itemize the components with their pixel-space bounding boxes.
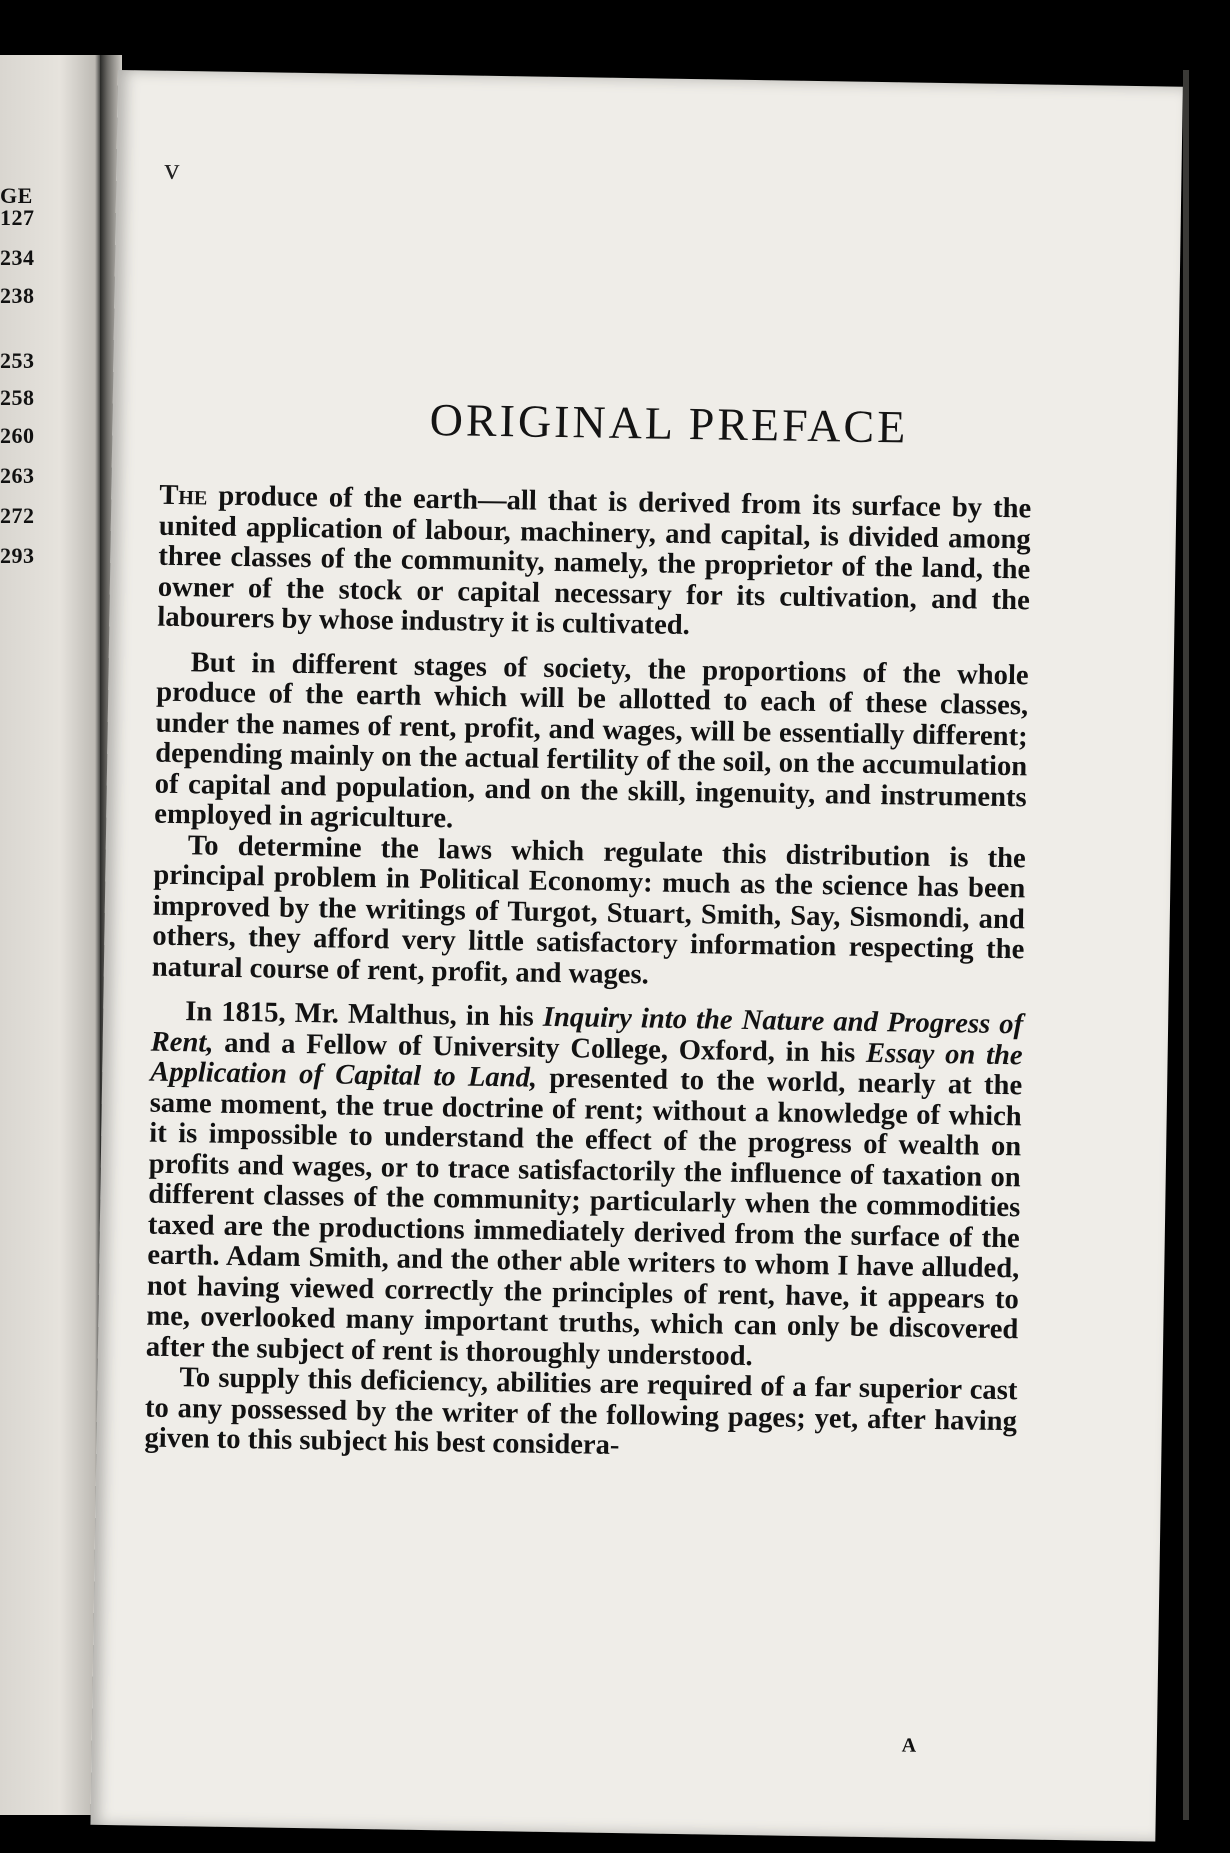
paragraph: To determine the laws which regulate this distribution is the principal problem in Political Economy: much as the science has been improved by the writings of Turgot, Stuart, Smith, Say, Sismondi, and others, they afford very little satisfactory information respecting the natural course of rent, profit, and wages.	[151, 829, 1026, 990]
left-page-number: 258	[0, 385, 35, 410]
paragraph-lead: The	[159, 479, 208, 512]
left-page-fragment	[0, 55, 100, 1815]
corner-mark: v	[164, 152, 180, 186]
paragraph	[157, 481, 1031, 647]
paragraph-text: and a Fellow of University College, Oxford, in his	[213, 1027, 867, 1069]
left-page-number: 234	[0, 245, 35, 270]
left-page-number: 272	[0, 503, 35, 528]
paragraph-text: produce of the earth—all that is derived from its surface by the united application of labour, machinery, and capital, is divided among three classes of the community, namely, the proprietor of the land, the owner of the stock or capital necessary for its cultivation, and the labourers by whose industry it is cultivated.	[157, 480, 1032, 642]
paragraph: But in different stages of society, the proportions of the whole produce of the earth which will be allotted to each of these classes, under the names of rent, profit, and wages, will be essentially different; depending mainly on the actual fertility of the soil, on the accumulation of capital and population, and on the skill, ingenuity, and instruments employed in agriculture.	[154, 646, 1029, 835]
left-page-number: 263	[0, 463, 35, 488]
paragraph	[146, 997, 1024, 1377]
left-page-number: 293	[0, 543, 35, 568]
body-text	[144, 481, 1031, 1468]
paragraph: To supply this deficiency, abilities are required of a far superior cast to any possessed by the writer of the following pages; yet, after having given to this subject his best considera-	[144, 1362, 1018, 1462]
page-edge	[1183, 70, 1189, 1820]
left-page-number: 238	[0, 283, 35, 308]
page-title: ORIGINAL PREFACE	[429, 393, 909, 453]
right-page	[90, 70, 1182, 1842]
book-title: Inquiry into the Nature and Progress of Rent,	[150, 1001, 1024, 1059]
book-title: Essay on the Application of Capital to Land,	[150, 1037, 1023, 1094]
left-page-number: 127	[0, 205, 35, 230]
signature-mark: A	[901, 1734, 917, 1757]
paragraph-text: In 1815, Mr. Malthus, in his	[184, 996, 544, 1033]
paragraph-text: presented to the world, nearly at the same moment, the true doctrine of rent; without a knowledge of which it is impossible to understand the effect of the progress of wealth on profits and wages, or to trace satisfactorily the influence of taxation on different classes of the community; particularly when the commodities taxed are the productions immediately derived from the surface of the earth. Adam Smith, and the other able writers to whom I have alluded, not having viewed correctly the principles of rent, have, it appears to me, overlooked many important truths, which can only be discovered after the subject of rent is thoroughly understood.	[145, 1062, 1023, 1372]
left-page-number: 260	[0, 423, 35, 448]
left-page-header: GE	[0, 183, 33, 208]
left-page-number: 253	[0, 348, 35, 373]
